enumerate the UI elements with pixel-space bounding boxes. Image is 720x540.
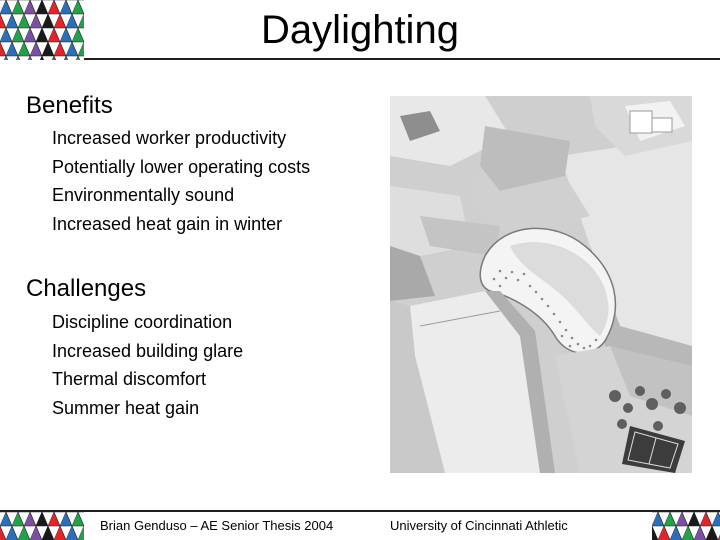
list-item: Environmentally sound (52, 185, 235, 206)
list-item: Discipline coordination (52, 312, 233, 332)
triangle-pattern-bottom-left (0, 512, 84, 540)
pattern-triangle (42, 56, 54, 60)
benefits-list (52, 124, 310, 239)
pattern-triangle (66, 56, 78, 60)
list-item: Potentially lower operating costs (52, 156, 311, 177)
triangle-pattern-svg (0, 512, 84, 540)
footer-divider (0, 510, 720, 512)
list-item: Increased heat gain in winter (52, 214, 283, 235)
footer-project: University of Cincinnati Athletic (390, 518, 568, 533)
benefits-heading: Benefits (26, 92, 113, 119)
title-divider (84, 58, 720, 60)
pattern-triangle (54, 56, 66, 60)
pattern-triangle (18, 56, 30, 60)
challenges-list (52, 308, 243, 423)
building-render-image (390, 96, 692, 473)
list-item: Increased worker productivity (52, 128, 287, 148)
triangle-pattern-bottom-right (652, 512, 720, 540)
list-item: Summer heat gain (52, 398, 200, 419)
footer-author: Brian Genduso – AE Senior Thesis 2004 (100, 518, 334, 533)
triangle-pattern-svg (652, 512, 720, 540)
slide-title: Daylighting (261, 8, 459, 52)
challenges-heading: Challenges (26, 275, 147, 302)
list-item: Increased building glare (52, 340, 244, 361)
pattern-triangle (6, 56, 18, 60)
list-item: Thermal discomfort (52, 369, 207, 390)
pattern-triangle (30, 56, 42, 60)
